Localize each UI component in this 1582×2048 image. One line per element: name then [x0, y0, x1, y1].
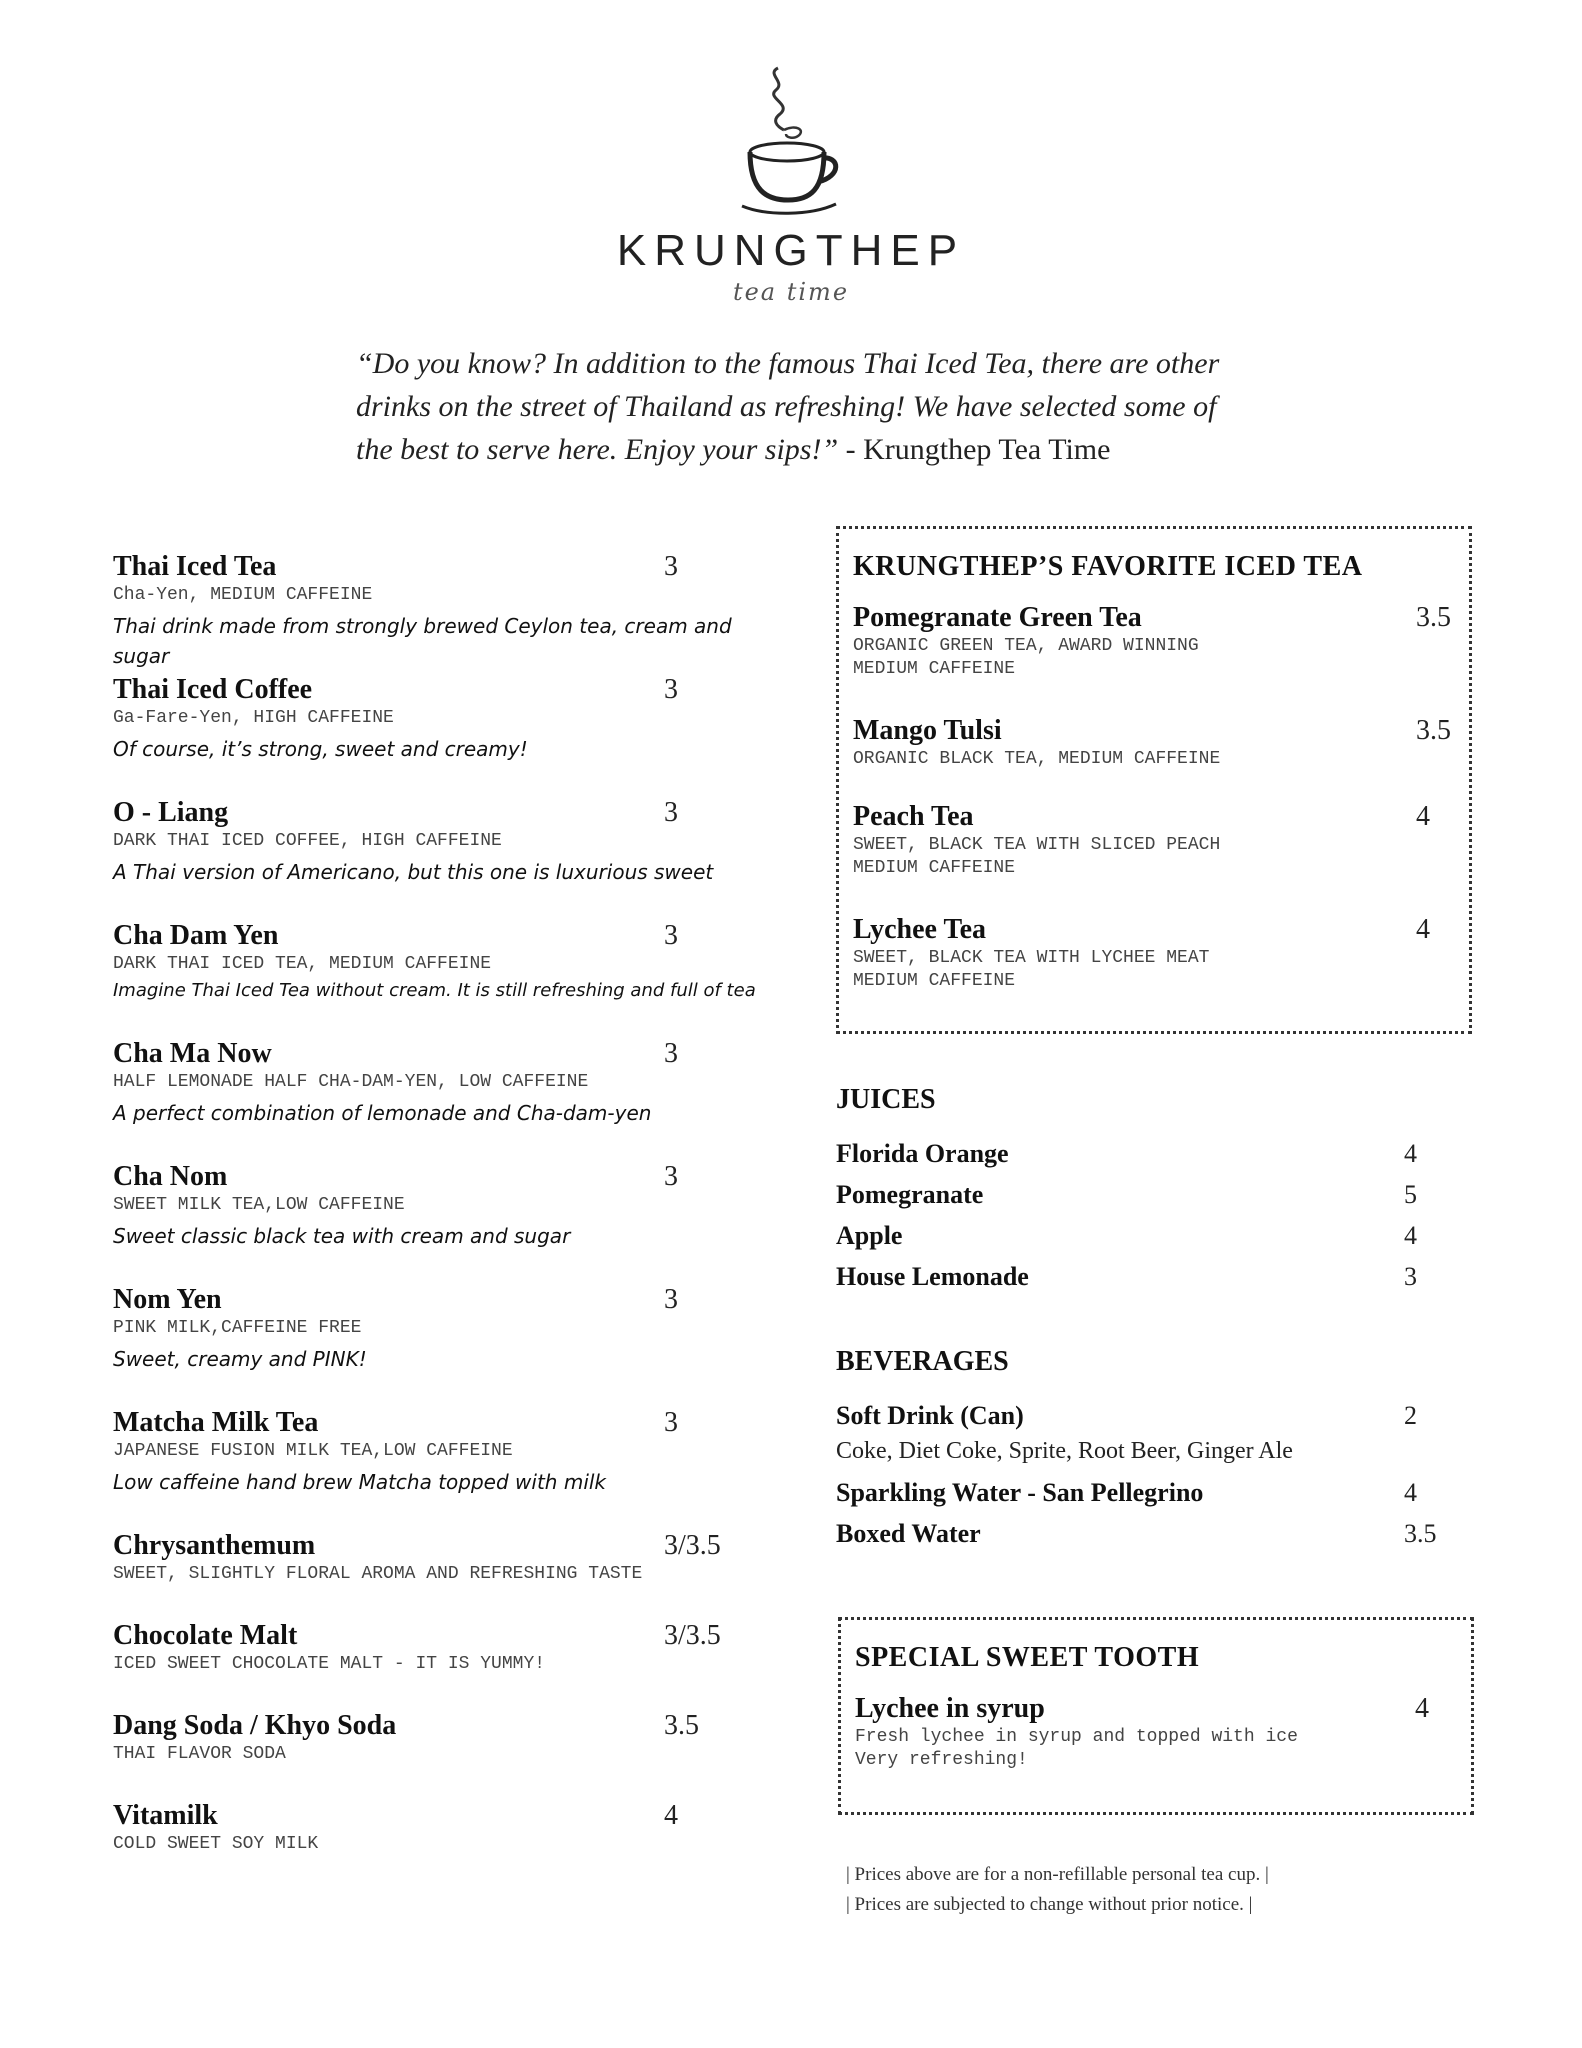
- item-name: Cha Dam Yen: [113, 920, 279, 951]
- item-subtitle: ORGANIC BLACK TEA, MEDIUM CAFFEINE: [853, 749, 1221, 769]
- sweet-tooth-title: SPECIAL SWEET TOOTH: [855, 1642, 1200, 1673]
- item-name: Apple: [836, 1221, 903, 1250]
- item-price: 4: [1404, 1221, 1417, 1250]
- item-name: Lychee Tea: [853, 914, 987, 945]
- item-name: Pomegranate Green Tea: [853, 602, 1142, 633]
- item-name: Thai Iced Tea: [113, 551, 277, 582]
- item-name: Nom Yen: [113, 1284, 222, 1315]
- item-name: Cha Nom: [113, 1161, 228, 1192]
- item-price: 4: [1415, 1693, 1429, 1724]
- item-subtitle: COLD SWEET SOY MILK: [113, 1834, 319, 1854]
- item-name: Chocolate Malt: [113, 1620, 298, 1651]
- item-price: 3: [664, 551, 678, 582]
- menu-item: [113, 1406, 763, 1529]
- menu-item: [113, 1619, 763, 1709]
- item-description: Low caffeine hand brew Matcha topped with milk: [113, 1470, 607, 1494]
- item-subtitle: DARK THAI ICED COFFEE, HIGH CAFFEINE: [113, 831, 502, 851]
- item-name: Cha Ma Now: [113, 1038, 272, 1069]
- menu-item: [113, 1799, 763, 1889]
- menu-item: [853, 714, 1449, 800]
- item-name: Peach Tea: [853, 801, 974, 832]
- item-subtitle: Fresh lychee in syrup and topped with ice: [855, 1727, 1298, 1747]
- menu-item: [113, 1709, 763, 1799]
- menu-item: [113, 550, 763, 673]
- item-price: 4: [664, 1800, 678, 1831]
- item-price: 3: [664, 1407, 678, 1438]
- item-subtitle: THAI FLAVOR SODA: [113, 1744, 286, 1764]
- quote-attribution: - Krungthep Tea Time: [838, 433, 1111, 466]
- item-name: Vitamilk: [113, 1800, 218, 1831]
- item-name: O - Liang: [113, 797, 229, 828]
- item-price: 3: [664, 1284, 678, 1315]
- item-subtitle: Cha-Yen, MEDIUM CAFFEINE: [113, 585, 373, 605]
- quote-text: “Do you know? In addition to the famous Thai Iced Tea, there are other drinks on the street of Thailand as refreshing! We have selected some of the best to serve here. Enjoy your sips!”: [356, 347, 1220, 466]
- item-price: 3: [1404, 1262, 1417, 1291]
- coffee-cup-icon: [736, 60, 846, 220]
- item-subtitle: SWEET MILK TEA,LOW CAFFEINE: [113, 1195, 405, 1215]
- item-name: Sparkling Water - San Pellegrino: [836, 1478, 1204, 1507]
- beverages-title: BEVERAGES: [836, 1346, 1009, 1377]
- intro-quote: [356, 342, 1236, 471]
- brand-tagline: tea time: [732, 278, 850, 306]
- item-subtitle: Ga-Fare-Yen, HIGH CAFFEINE: [113, 708, 394, 728]
- menu-item: [113, 1283, 763, 1406]
- menu-item: [853, 913, 1449, 1026]
- item-price: 4: [1404, 1478, 1417, 1507]
- price-note: | Prices are subjected to change without prior notice. |: [846, 1894, 1253, 1915]
- item-price: 3: [664, 920, 678, 951]
- beverage-row: [836, 1398, 1476, 1439]
- item-subtitle: DARK THAI ICED TEA, MEDIUM CAFFEINE: [113, 954, 492, 974]
- menu-item: [113, 1037, 763, 1160]
- item-subtitle: ICED SWEET CHOCOLATE MALT - IT IS YUMMY!: [113, 1654, 546, 1674]
- item-price: 5: [1404, 1180, 1417, 1209]
- item-price: 4: [1416, 914, 1430, 945]
- juice-row: [836, 1177, 1476, 1218]
- item-price: 3.5: [1416, 602, 1451, 633]
- item-description: Thai drink made from strongly brewed Ceylon tea, cream and sugar: [113, 614, 732, 668]
- item-subtitle: MEDIUM CAFFEINE: [853, 858, 1016, 878]
- item-price: 3: [664, 797, 678, 828]
- item-subtitle: SWEET, BLACK TEA WITH SLICED PEACH: [853, 835, 1221, 855]
- item-name: Mango Tulsi: [853, 715, 1002, 746]
- item-name: Florida Orange: [836, 1139, 1009, 1168]
- item-price: 3.5: [1416, 715, 1451, 746]
- item-description: Imagine Thai Iced Tea without cream. It is still refreshing and full of tea: [113, 980, 756, 1001]
- menu-item: [113, 1160, 763, 1283]
- menu-item: [113, 1529, 763, 1619]
- beverages-section: [836, 1344, 1476, 1557]
- item-price: 3: [664, 1038, 678, 1069]
- juices-section: [836, 1082, 1476, 1300]
- item-description: Sweet classic black tea with cream and sugar: [113, 1224, 571, 1248]
- juice-row: [836, 1259, 1476, 1300]
- price-notes: [846, 1860, 1269, 1920]
- item-name: Lychee in syrup: [855, 1693, 1045, 1724]
- item-subtitle: JAPANESE FUSION MILK TEA,LOW CAFFEINE: [113, 1441, 513, 1461]
- item-price: 2: [1404, 1401, 1417, 1430]
- item-name: Pomegranate: [836, 1180, 984, 1209]
- item-name: Matcha Milk Tea: [113, 1407, 319, 1438]
- item-subtitle: SWEET, BLACK TEA WITH LYCHEE MEAT: [853, 948, 1210, 968]
- menu-item: [853, 601, 1449, 714]
- menu-item: [855, 1692, 1451, 1772]
- item-price: 3/3.5: [664, 1530, 721, 1561]
- menu-item: [113, 673, 763, 796]
- sweet-tooth-box: [838, 1617, 1474, 1815]
- juices-title: JUICES: [836, 1084, 936, 1115]
- item-description: Of course, it’s strong, sweet and creamy!: [113, 737, 528, 761]
- item-name: Soft Drink (Can): [836, 1401, 1024, 1430]
- item-subtitle: HALF LEMONADE HALF CHA-DAM-YEN, LOW CAFFEINE: [113, 1072, 589, 1092]
- item-name: Thai Iced Coffee: [113, 674, 313, 705]
- item-price: 3: [664, 674, 678, 705]
- juice-row: [836, 1136, 1476, 1177]
- logo: [0, 60, 1582, 306]
- menu-item: [113, 796, 763, 919]
- item-subtitle: PINK MILK,CAFFEINE FREE: [113, 1318, 362, 1338]
- beverage-row: [836, 1516, 1476, 1557]
- item-name: Dang Soda / Khyo Soda: [113, 1710, 397, 1741]
- item-price: 4: [1404, 1139, 1417, 1168]
- item-price: 3: [664, 1161, 678, 1192]
- item-price: 3/3.5: [664, 1620, 721, 1651]
- item-subtitle: Very refreshing!: [855, 1750, 1028, 1770]
- item-name: Chrysanthemum: [113, 1530, 316, 1561]
- juice-row: [836, 1218, 1476, 1259]
- drinks-list: [113, 550, 763, 1889]
- item-price: 3.5: [664, 1710, 699, 1741]
- item-subtitle: ORGANIC GREEN TEA, AWARD WINNING: [853, 636, 1199, 656]
- beverage-row: [836, 1475, 1476, 1516]
- item-price: 4: [1416, 801, 1430, 832]
- item-note: Coke, Diet Coke, Sprite, Root Beer, Ginger Ale: [836, 1438, 1293, 1464]
- item-subtitle: SWEET, SLIGHTLY FLORAL AROMA AND REFRESHING TASTE: [113, 1564, 643, 1584]
- item-name: House Lemonade: [836, 1262, 1029, 1291]
- item-subtitle: MEDIUM CAFFEINE: [853, 971, 1016, 991]
- favorites-box: [836, 526, 1472, 1034]
- brand-name: KRUNGTHEP: [616, 226, 966, 275]
- item-description: A Thai version of Americano, but this one is luxurious sweet: [113, 860, 714, 884]
- price-note: | Prices above are for a non-refillable personal tea cup. |: [846, 1864, 1269, 1885]
- item-name: Boxed Water: [836, 1519, 981, 1548]
- favorites-title: KRUNGTHEP’S FAVORITE ICED TEA: [853, 551, 1363, 582]
- item-description: Sweet, creamy and PINK!: [113, 1347, 367, 1371]
- item-description: A perfect combination of lemonade and Cha-dam-yen: [113, 1101, 652, 1125]
- menu-item: [113, 919, 763, 1037]
- item-subtitle: MEDIUM CAFFEINE: [853, 659, 1016, 679]
- menu-item: [853, 800, 1449, 913]
- item-price: 3.5: [1404, 1519, 1437, 1548]
